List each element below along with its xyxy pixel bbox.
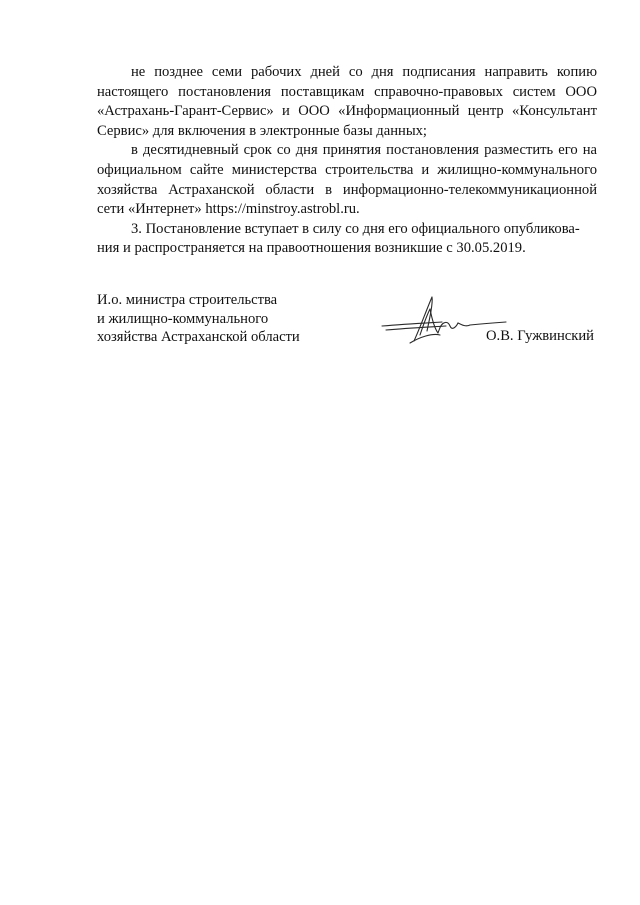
signatory-position-line-3: хозяйства Астраханской области bbox=[97, 329, 300, 346]
effective-date-line-1: 3. Постановление вступает в силу со дня его официального опубликова- bbox=[131, 220, 580, 237]
signatory-position-line-1: И.о. министра строительства bbox=[97, 292, 278, 308]
signatory-name: О.В. Гужвинский bbox=[486, 328, 594, 344]
paragraph-send-copy: не позднее семи рабочих дней со дня подписания направить копию настоящего постановления поставщикам справочно-правовых систем ООО «Астрахань-Гарант-Сервис» и ООО «Информационный центр «Консультант Сервис» для включения в электронные базы данных; bbox=[97, 64, 597, 139]
effective-date-line-2: ния и распространяется на правоотношения возникшие с 30.05.2019. bbox=[97, 240, 526, 257]
signatory-position-line-2: и жилищно-коммунального bbox=[97, 310, 269, 327]
signatory-position bbox=[97, 291, 357, 347]
paragraph-effective-date bbox=[97, 220, 597, 259]
paragraph-publish-website: в десятидневный срок со дня принятия постановления разместить его на официальном сайте министерства строительства и жилищно-коммунального хозяйства Астраханской области в информационно-телекоммуникационной сети «Интернет» https://minstroy.astrobl.ru. bbox=[97, 142, 597, 218]
document-body bbox=[97, 63, 597, 259]
